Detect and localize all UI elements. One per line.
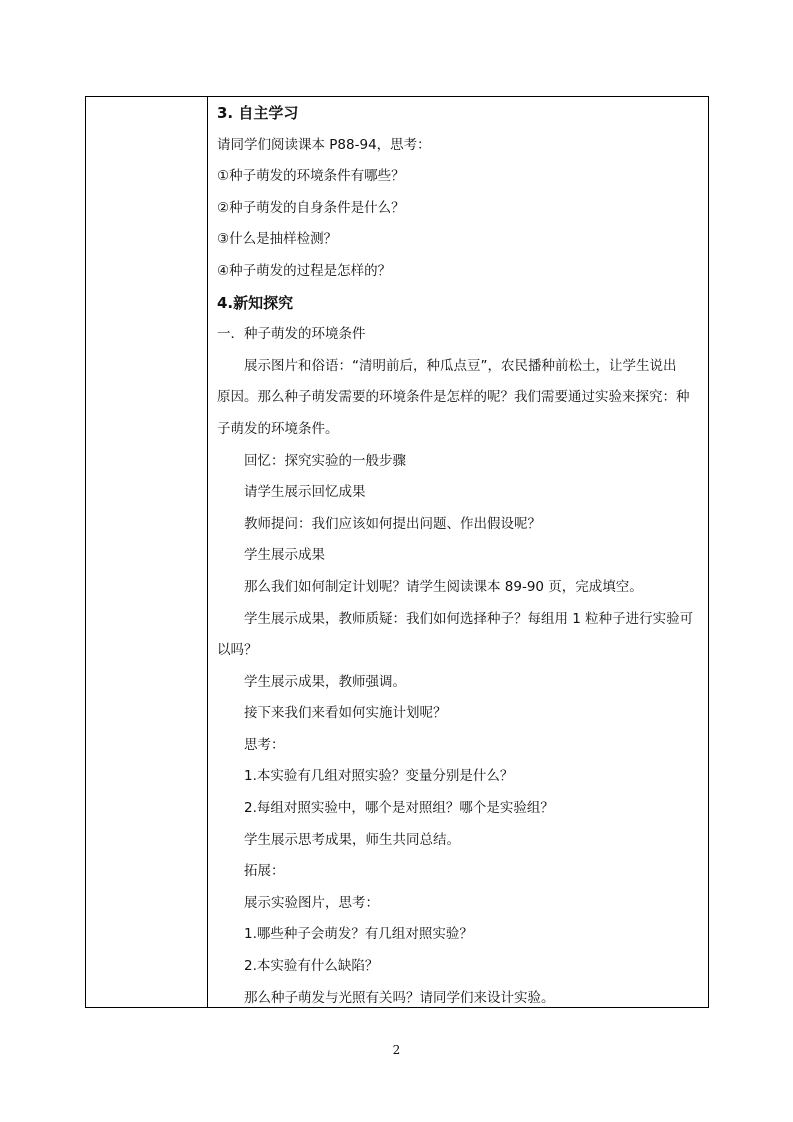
intro-line-3: 子萌发的环境条件。 <box>217 420 339 437</box>
question-3: ③什么是抽样检测？ <box>217 231 338 248</box>
think-item-1: 1.本实验有几组对照实验？变量分别是什么？ <box>244 768 514 785</box>
think-item-2: 2.每组对照实验中，哪个是对照组？哪个是实验组？ <box>244 800 554 817</box>
seed-question-line-2: 以吗？ <box>217 642 258 659</box>
left-column-cell <box>86 97 208 1007</box>
extension-item-1: 1.哪些种子会萌发？有几组对照实验？ <box>244 926 473 943</box>
section-3-title: 3. 自主学习 <box>217 104 299 122</box>
implement-question-line: 接下来我们来看如何实施计划呢？ <box>244 705 447 722</box>
question-4: ④种子萌发的过程是怎样的？ <box>217 262 392 279</box>
intro-line-2: 原因。那么种子萌发需要的环境条件是怎样的呢？我们需要通过实验来探究：种 <box>217 389 690 406</box>
page-number: 2 <box>392 1043 401 1057</box>
student-show-line-1: 学生展示成果 <box>244 547 325 564</box>
question-1: ①种子萌发的环境条件有哪些？ <box>217 168 405 185</box>
seed-question-line-1: 学生展示成果，教师质疑：我们如何选择种子？每组用 1 粒种子进行实验可 <box>244 610 694 627</box>
extension-item-2: 2.本实验有什么缺陷？ <box>244 958 379 975</box>
teacher-question-line: 教师提问：我们应该如何提出问题、作出假设呢？ <box>244 515 541 532</box>
extension-label: 拓展： <box>244 863 285 880</box>
think-label: 思考： <box>244 736 285 753</box>
student-show-line-2: 学生展示成果，教师强调。 <box>244 673 406 690</box>
light-question-line: 那么种子萌发与光照有关吗？请同学们来设计实验。 <box>244 989 555 1006</box>
seed-question-paragraph <box>217 609 700 661</box>
question-2: ②种子萌发的自身条件是什么？ <box>217 199 405 216</box>
lesson-plan-table <box>85 96 709 1008</box>
summary-line: 学生展示思考成果，师生共同总结。 <box>244 831 460 848</box>
right-column-cell <box>208 97 708 1007</box>
intro-paragraph <box>217 356 700 439</box>
recall-line: 回忆：探究实验的一般步骤 <box>244 452 406 469</box>
plan-question-line: 那么我们如何制定计划呢？请学生阅读课本 89-90 页，完成填空。 <box>244 578 643 595</box>
show-recall-line: 请学生展示回忆成果 <box>244 484 366 501</box>
section-4-title: 4.新知探究 <box>217 293 294 312</box>
intro-line-1: 展示图片和俗语：“清明前后，种瓜点豆”，农民播种前松土，让学生说出 <box>244 357 677 374</box>
show-pictures-line: 展示实验图片，思考： <box>244 894 379 911</box>
part-1-title: 一．种子萌发的环境条件 <box>217 326 366 343</box>
study-prompt: 请同学们阅读课本 P88-94，思考： <box>217 136 431 153</box>
